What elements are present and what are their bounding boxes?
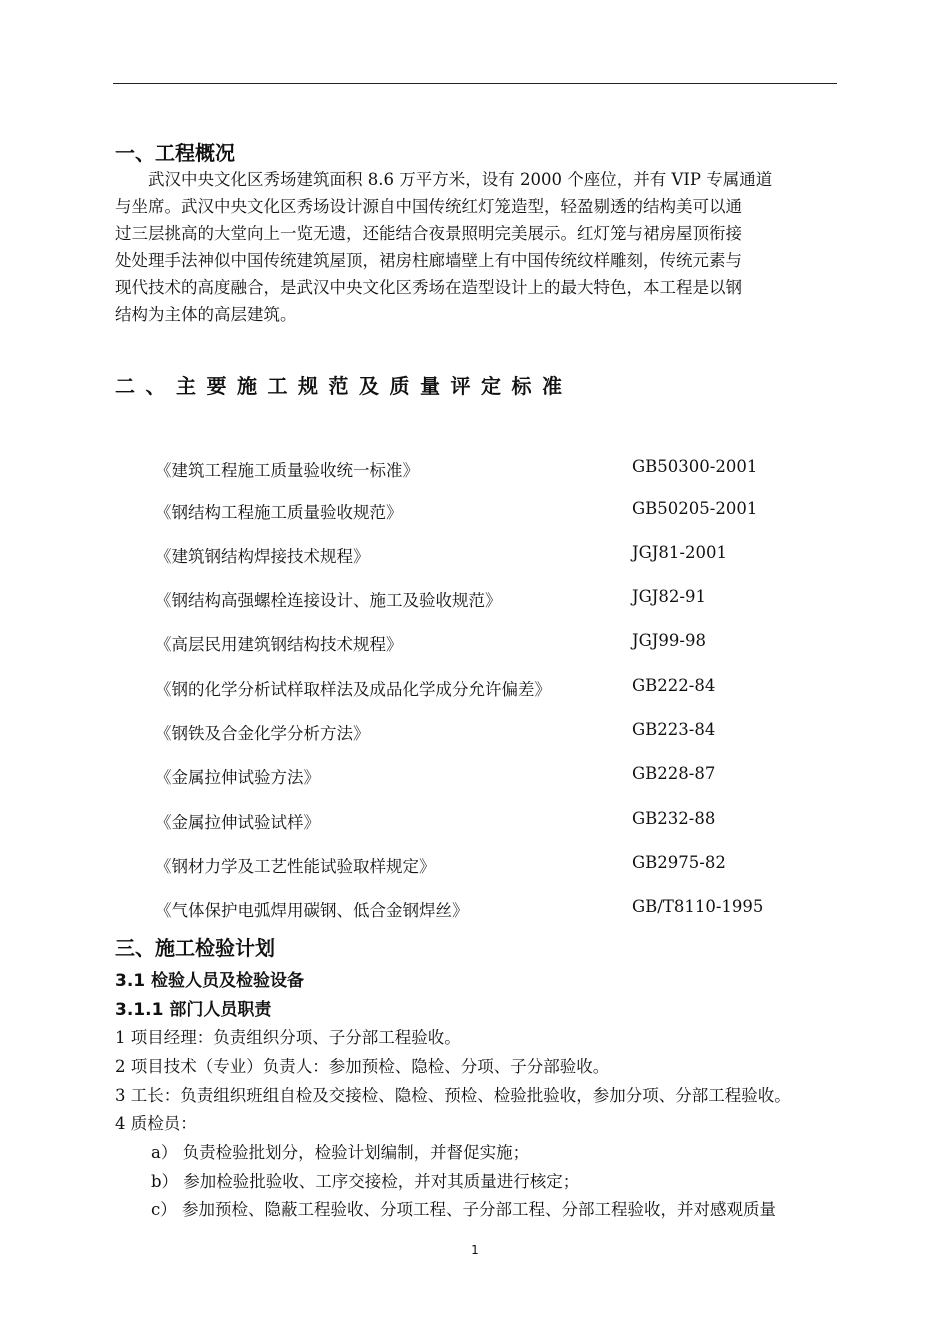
header-rule — [113, 83, 837, 84]
paragraph-line: 与坐席。武汉中央文化区秀场设计源自中国传统红灯笼造型，轻盈剔透的结构美可以通 — [115, 197, 742, 216]
standard-name: 《建筑工程施工质量验收统一标准》 — [155, 461, 419, 480]
standard-name: 《高层民用建筑钢结构技术规程》 — [155, 635, 403, 654]
standard-code: GB223-84 — [632, 720, 716, 739]
duty-item: 3 工长：负责组织班组自检及交接检、隐检、预检、检验批验收，参加分项、分部工程验收。 — [115, 1086, 791, 1105]
standard-name: 《金属拉伸试验方法》 — [155, 768, 320, 787]
section1-heading: 一、工程概况 — [115, 141, 235, 165]
standard-name: 《气体保护电弧焊用碳钢、低合金钢焊丝》 — [155, 901, 469, 920]
standard-name: 《建筑钢结构焊接技术规程》 — [155, 547, 370, 566]
paragraph-line: 处处理手法神似中国传统建筑屋顶，裙房柱廊墙壁上有中国传统纹样雕刻，传统元素与 — [115, 251, 742, 270]
standard-code: JGJ82-91 — [632, 587, 706, 606]
duty-item: 4 质检员： — [115, 1114, 197, 1133]
standard-code: GB50300-2001 — [632, 457, 758, 476]
subsection-3-1-1-heading: 3.1.1 部门人员职责 — [115, 1000, 272, 1020]
paragraph-line: 结构为主体的高层建筑。 — [115, 305, 297, 324]
page-number: 1 — [471, 1243, 479, 1257]
standard-code: GB/T8110-1995 — [632, 897, 764, 916]
standard-name: 《钢结构高强螺栓连接设计、施工及验收规范》 — [155, 591, 502, 610]
standard-code: JGJ81-2001 — [632, 543, 727, 562]
standard-name: 《钢材力学及工艺性能试验取样规定》 — [155, 857, 436, 876]
section1-paragraph — [115, 166, 839, 328]
section3-heading: 三、施工检验计划 — [115, 936, 275, 960]
subsection-3-1-heading: 3.1 检验人员及检验设备 — [115, 971, 305, 991]
section2-heading: 二、主要施工规范及质量评定标准 — [115, 374, 573, 398]
standard-code: GB222-84 — [632, 676, 716, 695]
standard-name: 《钢铁及合金化学分析方法》 — [155, 724, 370, 743]
duty-subitem: a） 负责检验批划分，检验计划编制，并督促实施； — [151, 1143, 530, 1162]
standard-code: GB232-88 — [632, 809, 716, 828]
standard-code: JGJ99-98 — [632, 631, 706, 650]
paragraph-line: 武汉中央文化区秀场建筑面积 8.6 万平方米，设有 2000 个座位，并有 VIP 专属通道 — [115, 170, 773, 189]
standard-code: GB2975-82 — [632, 853, 726, 872]
duty-item: 1 项目经理：负责组织分项、子分部工程验收。 — [115, 1028, 461, 1047]
standard-code: GB228-87 — [632, 764, 716, 783]
standard-name: 《钢结构工程施工质量验收规范》 — [155, 503, 403, 522]
standard-code: GB50205-2001 — [632, 499, 758, 518]
duty-item: 2 项目技术（专业）负责人：参加预检、隐检、分项、子分部验收。 — [115, 1057, 610, 1076]
duty-subitem: c） 参加预检、隐蔽工程验收、分项工程、子分部工程、分部工程验收，并对感观质量 — [151, 1200, 776, 1219]
standard-name: 《金属拉伸试验试样》 — [155, 813, 320, 832]
paragraph-line: 现代技术的高度融合，是武汉中央文化区秀场在造型设计上的最大特色，本工程是以钢 — [115, 278, 742, 297]
duty-subitem: b） 参加检验批验收、工序交接检，并对其质量进行核定； — [151, 1172, 580, 1191]
standard-name: 《钢的化学分析试样取样法及成品化学成分允许偏差》 — [155, 680, 551, 699]
paragraph-line: 过三层挑高的大堂向上一览无遗，还能结合夜景照明完美展示。红灯笼与裙房屋顶衔接 — [115, 224, 742, 243]
